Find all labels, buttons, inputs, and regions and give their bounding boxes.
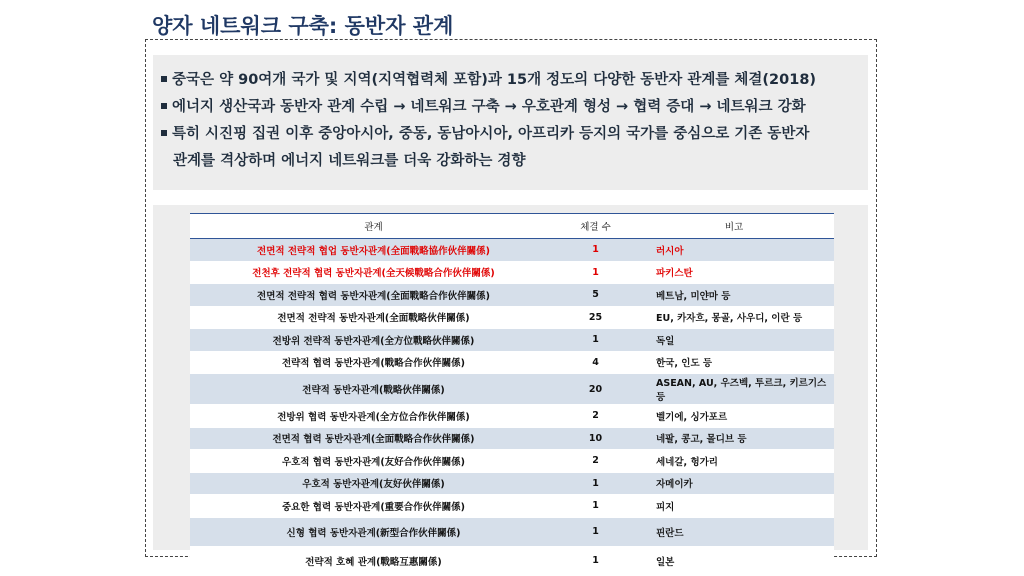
- bullet-text: 특히 시진핑 집권 이후 중앙아시아, 중동, 동남아시아, 아프리카 등지의 국가를 중심으로 기존 동반자: [172, 126, 810, 142]
- cell-relation: 전면적 협력 동반자관계(全面戰略合作伙伴關係): [190, 427, 557, 450]
- table-row: [190, 546, 834, 575]
- table-row: [190, 306, 834, 329]
- cell-relation: 전면적 전략적 협업 동반자관계(全面戰略協作伙伴關係): [190, 239, 557, 262]
- cell-relation: 전략적 호혜 관계(戰略互惠關係): [190, 546, 557, 575]
- cell-relation: 전천후 전략적 협력 동반자관계(全天候戰略合作伙伴關係): [190, 261, 557, 284]
- cell-relation: 전면적 전략적 협력 동반자관계(全面戰略合作伙伴關係): [190, 284, 557, 307]
- cell-count: 1: [557, 239, 634, 262]
- bullet-text: 중국은 약 90여개 국가 및 지역(지역협력체 포함)과 15개 정도의 다양한 동반자 관계를 체결(2018): [172, 72, 817, 88]
- cell-relation: 전면적 전략적 동반자관계(全面戰略伙伴關係): [190, 306, 557, 329]
- bullet-panel: [153, 55, 868, 190]
- cell-relation: 전방위 협력 동반자관계(全方位合作伙伴關係): [190, 405, 557, 428]
- cell-note: 세네갈, 헝가리: [634, 450, 834, 473]
- cell-count: 1: [557, 329, 634, 352]
- cell-relation: 전략적 동반자관계(戰略伙伴關係): [190, 374, 557, 405]
- table-panel: [153, 205, 868, 568]
- cell-note: 일본: [634, 546, 834, 575]
- cell-relation: 중요한 협력 동반자관계(重要合作伙伴關係): [190, 495, 557, 518]
- cell-count: 2: [557, 450, 634, 473]
- cell-note: 피지: [634, 495, 834, 518]
- cell-note: ASEAN, AU, 우즈벡, 투르크, 키르기스 등: [634, 374, 834, 405]
- table-row: [190, 495, 834, 518]
- table-row: [190, 450, 834, 473]
- cell-count: 20: [557, 374, 634, 405]
- bullet-item: [161, 67, 868, 94]
- cell-relation: 전방위 전략적 동반자관계(全方位戰略伙伴關係): [190, 329, 557, 352]
- cell-note: 독일: [634, 329, 834, 352]
- bullet-item: [161, 121, 868, 148]
- table-row: [190, 261, 834, 284]
- table-header-row: [190, 214, 834, 239]
- table-row: [190, 374, 834, 405]
- bullet-square-icon: [161, 76, 167, 82]
- header-count: 체결 수: [557, 214, 634, 239]
- cell-relation: 신형 협력 동반자관계(新型合作伙伴關係): [190, 517, 557, 546]
- cell-note: 자메이카: [634, 472, 834, 495]
- bullet-square-icon: [161, 130, 167, 136]
- cell-count: 1: [557, 472, 634, 495]
- bullet-continuation: 관계를 격상하며 에너지 네트워크를 더욱 강화하는 경향: [173, 153, 526, 169]
- cell-note: 한국, 인도 등: [634, 351, 834, 374]
- cell-count: 1: [557, 261, 634, 284]
- cell-count: 1: [557, 517, 634, 546]
- cell-count: 25: [557, 306, 634, 329]
- table-row: [190, 405, 834, 428]
- header-note: 비고: [634, 214, 834, 239]
- cell-note: 파키스탄: [634, 261, 834, 284]
- cell-note: 러시아: [634, 239, 834, 262]
- cell-note: 베트남, 미얀마 등: [634, 284, 834, 307]
- table-row: [190, 351, 834, 374]
- cell-relation: 우호적 동반자관계(友好伙伴關係): [190, 472, 557, 495]
- partnership-table: [190, 213, 834, 576]
- slide-title: 양자 네트워크 구축: 동반자 관계: [152, 14, 454, 38]
- table-row: [190, 239, 834, 262]
- cell-note: 벨기에, 싱가포르: [634, 405, 834, 428]
- table-row: [190, 284, 834, 307]
- bullet-text: 에너지 생산국과 동반자 관계 수립 → 네트워크 구축 → 우호관계 형성 → 협력 증대 → 네트워크 강화: [172, 99, 806, 115]
- cell-note: EU, 카자흐, 몽골, 사우디, 이란 등: [634, 306, 834, 329]
- bullet-item: [161, 94, 868, 121]
- cell-count: 4: [557, 351, 634, 374]
- cell-relation: 전략적 협력 동반자관계(戰略合作伙伴關係): [190, 351, 557, 374]
- table-row: [190, 472, 834, 495]
- header-relation: 관계: [190, 214, 557, 239]
- bullet-square-icon: [161, 103, 167, 109]
- cell-relation: 우호적 협력 동반자관계(友好合作伙伴關係): [190, 450, 557, 473]
- cell-count: 1: [557, 546, 634, 575]
- cell-count: 1: [557, 495, 634, 518]
- cell-count: 5: [557, 284, 634, 307]
- cell-note: 네팔, 콩고, 몰디브 등: [634, 427, 834, 450]
- cell-note: 핀란드: [634, 517, 834, 546]
- cell-count: 2: [557, 405, 634, 428]
- table-row: [190, 517, 834, 546]
- cell-count: 10: [557, 427, 634, 450]
- table-row: [190, 329, 834, 352]
- table-row: [190, 427, 834, 450]
